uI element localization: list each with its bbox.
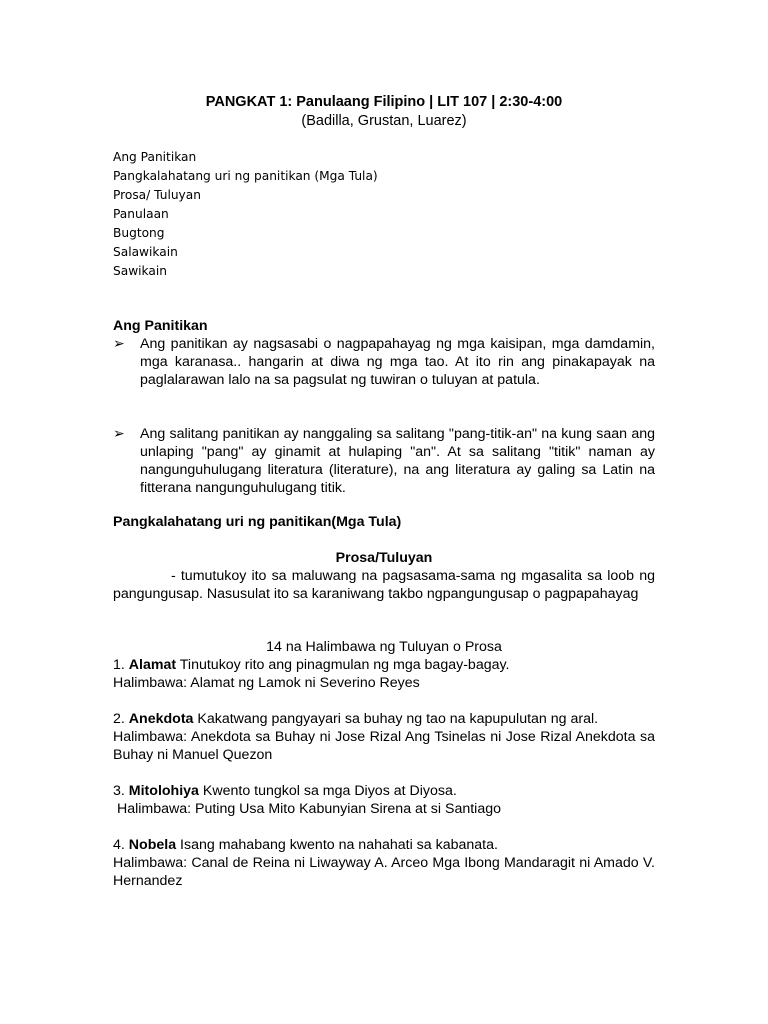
list-item: [113, 836, 655, 890]
list-item: [113, 656, 655, 692]
arrow-bullet-icon: ➢: [113, 336, 125, 352]
section-ang-panitikan: [113, 317, 655, 389]
toc-item: Sawikain: [113, 264, 167, 278]
toc-item: Salawikain: [113, 245, 178, 259]
bullet-paragraph: [113, 425, 655, 497]
item-description: Tinutukoy rito ang pinagmulan ng mga bagay-bagay.: [176, 657, 510, 673]
bullet-text: Ang panitikan ay nagsasabi o nagpapahayag ng mga kaisipan, mga damdamin, mga karanasa.. hangarin at diwa ng mga tao. At ito rin ang pinakapayak na paglalarawan lalo na sa pagsulat ng tuwiran o tuluyan at patula.: [140, 336, 655, 388]
item-example: Halimbawa: Puting Usa Mito Kabunyian Sirena at si Santiago: [113, 801, 502, 817]
list-item: [113, 782, 655, 818]
examples-list: [113, 638, 655, 890]
section-prosa: [113, 549, 655, 603]
document-title: PANGKAT 1: Panulaang Filipino | LIT 107 | 2:30-4:00: [205, 94, 563, 110]
toc-item: Panulaan: [113, 207, 169, 221]
document-members: (Badilla, Grustan, Luarez): [301, 113, 467, 129]
bullet-text: Ang salitang panitikan ay nanggaling sa salitang "pang-titik-an" na kung saan ang unlaping "pang" ay ginamit at hulaping "an". At sa salitang "titik" naman ay nangunguhulugang literatura (literature), na ang literatura ay galing sa Latin na fitterana nangunguhulugang titik.: [140, 426, 655, 496]
section-heading: Ang Panitikan: [113, 318, 208, 334]
examples-title: 14 na Halimbawa ng Tuluyan o Prosa: [266, 639, 502, 655]
item-term: Alamat: [128, 657, 177, 673]
toc-item: Prosa/ Tuluyan: [113, 188, 201, 202]
item-description: Kakatwang pangyayari sa buhay ng tao na kapupulutan ng aral.: [193, 711, 599, 727]
item-term: Nobela: [128, 837, 177, 853]
definition-paragraph: - tumutukoy ito sa maluwang na pagsasama-sama ng mgasalita sa loob ng pangungusap. Nasusulat ito sa karaniwang takbo ngpangungusap o pagpapahayag: [113, 568, 655, 602]
section-heading: Pangkalahatang uri ng panitikan(Mga Tula): [113, 514, 402, 530]
subsection-heading: Prosa/Tuluyan: [335, 550, 433, 566]
item-number: 2.: [113, 711, 125, 727]
item-example: Halimbawa: Anekdota sa Buhay ni Jose Rizal Ang Tsinelas ni Jose Rizal Anekdota sa Buhay ni Manuel Quezon: [113, 729, 655, 763]
item-term: Mitolohiya: [128, 783, 199, 799]
toc-item: Bugtong: [113, 226, 165, 240]
section-ang-panitikan-cont: [113, 425, 655, 497]
item-number: 1.: [113, 657, 125, 673]
item-example: Halimbawa: Canal de Reina ni Liwayway A. Arceo Mga Ibong Mandaragit ni Amado V. Hernandez: [113, 855, 655, 889]
arrow-bullet-icon: ➢: [113, 426, 125, 442]
bullet-paragraph: [113, 335, 655, 389]
table-of-contents: [113, 148, 378, 281]
toc-item: Ang Panitikan: [113, 150, 197, 164]
section-pangkalahatang-uri: [113, 513, 655, 531]
toc-item: Pangkalahatang uri ng panitikan (Mga Tula): [113, 169, 378, 183]
list-item: [113, 710, 655, 764]
item-example: Halimbawa: Alamat ng Lamok ni Severino Reyes: [113, 675, 420, 691]
item-description: Kwento tungkol sa mga Diyos at Diyosa.: [198, 783, 457, 799]
item-number: 3.: [113, 783, 125, 799]
item-description: Isang mahabang kwento na nahahati sa kabanata.: [176, 837, 498, 853]
item-term: Anekdota: [128, 711, 194, 727]
item-number: 4.: [113, 837, 125, 853]
